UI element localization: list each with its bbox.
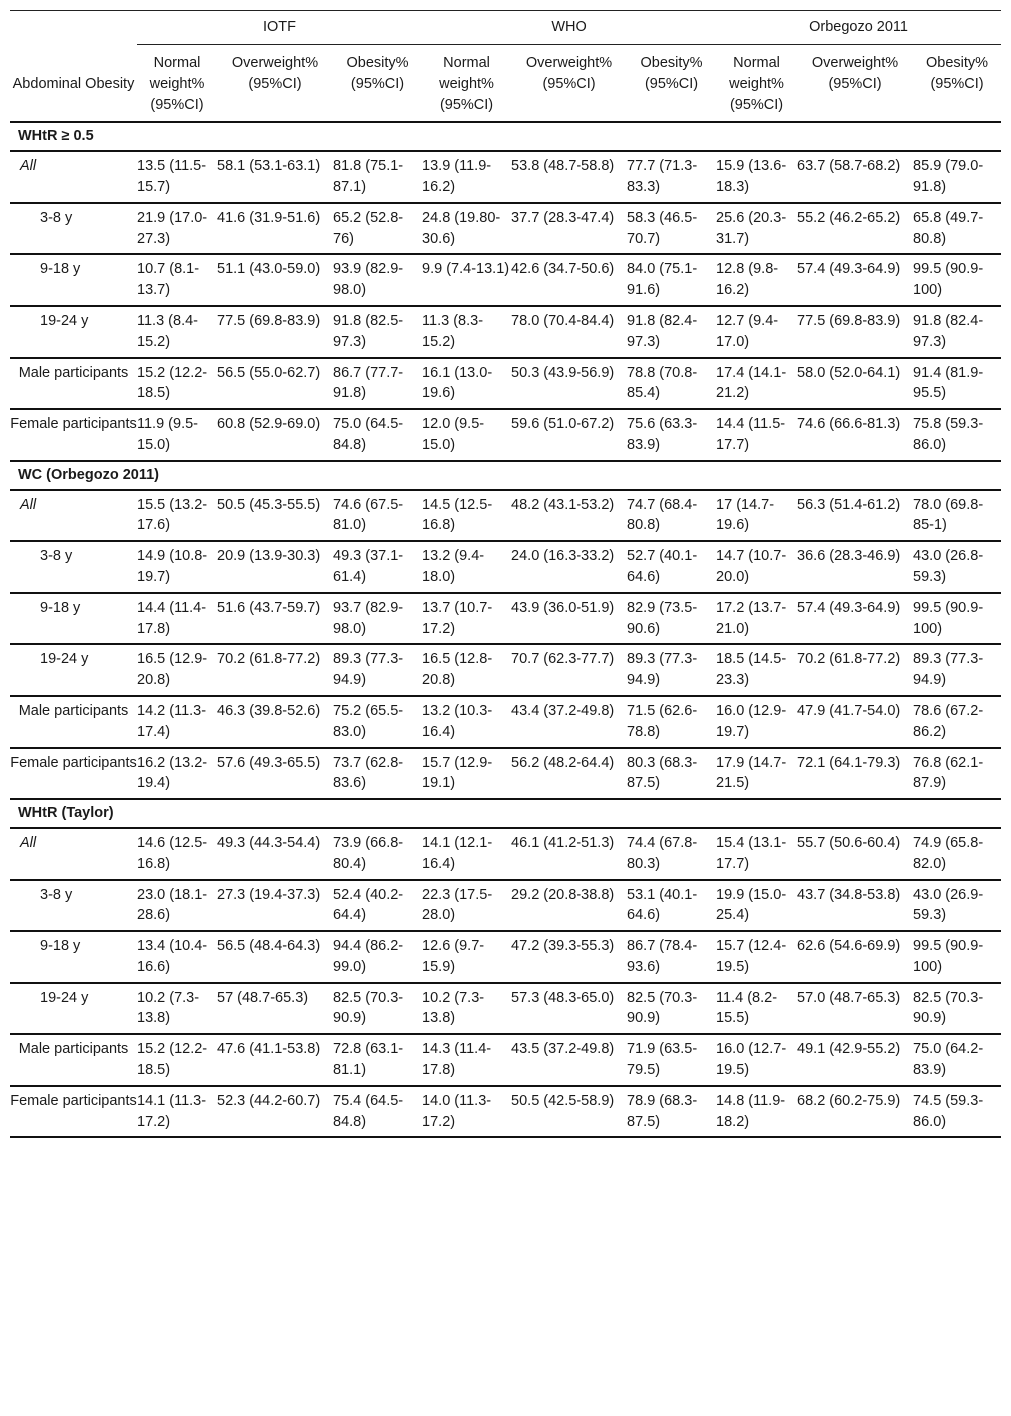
row-label: All [10, 490, 137, 542]
table-cell: 10.2 (7.3-13.8) [422, 983, 511, 1035]
table-cell: 52.4 (40.2-64.4) [333, 880, 422, 932]
table-cell: 55.7 (50.6-60.4) [797, 828, 913, 880]
table-cell: 50.5 (42.5-58.9) [511, 1086, 627, 1138]
table-cell: 15.4 (13.1-17.7) [716, 828, 797, 880]
table-cell: 23.0 (18.1-28.6) [137, 880, 217, 932]
table-cell: 99.5 (90.9-100) [913, 254, 1001, 306]
table-cell: 17.4 (14.1-21.2) [716, 358, 797, 410]
table-cell: 65.2 (52.8-76) [333, 203, 422, 255]
group-header-orbegozo: Orbegozo 2011 [716, 11, 1001, 45]
table-cell: 13.2 (9.4-18.0) [422, 541, 511, 593]
table-row [10, 409, 1001, 461]
table-cell: 89.3 (77.3-94.9) [333, 644, 422, 696]
table-row [10, 880, 1001, 932]
header-blank [10, 11, 137, 45]
table-cell: 14.0 (11.3-17.2) [422, 1086, 511, 1138]
table-cell: 14.1 (11.3-17.2) [137, 1086, 217, 1138]
table-cell: 14.3 (11.4-17.8) [422, 1034, 511, 1086]
row-label: 3-8 y [10, 541, 137, 593]
table-cell: 57.4 (49.3-64.9) [797, 593, 913, 645]
table-cell: 49.3 (44.3-54.4) [217, 828, 333, 880]
table-cell: 58.0 (52.0-64.1) [797, 358, 913, 410]
table-cell: 78.9 (68.3-87.5) [627, 1086, 716, 1138]
table-cell: 82.5 (70.3-90.9) [627, 983, 716, 1035]
row-label-header: Abdominal Obesity [10, 45, 137, 123]
table-cell: 15.7 (12.4-19.5) [716, 931, 797, 983]
table-cell: 74.5 (59.3-86.0) [913, 1086, 1001, 1138]
subcol-overweight: Overweight% (95%CI) [797, 45, 913, 123]
table-cell: 94.4 (86.2-99.0) [333, 931, 422, 983]
table-cell: 70.7 (62.3-77.7) [511, 644, 627, 696]
table-cell: 18.5 (14.5-23.3) [716, 644, 797, 696]
table-row [10, 644, 1001, 696]
table-cell: 49.3 (37.1-61.4) [333, 541, 422, 593]
table-cell: 77.5 (69.8-83.9) [797, 306, 913, 358]
table-cell: 52.3 (44.2-60.7) [217, 1086, 333, 1138]
table-cell: 76.8 (62.1-87.9) [913, 748, 1001, 800]
table-cell: 13.9 (11.9-16.2) [422, 151, 511, 203]
table-row [10, 541, 1001, 593]
table-cell: 46.3 (39.8-52.6) [217, 696, 333, 748]
table-cell: 85.9 (79.0-91.8) [913, 151, 1001, 203]
section-title: WC (Orbegozo 2011) [10, 461, 1001, 490]
table-row [10, 1034, 1001, 1086]
table-cell: 43.0 (26.8-59.3) [913, 541, 1001, 593]
table-cell: 17 (14.7-19.6) [716, 490, 797, 542]
table-cell: 57.6 (49.3-65.5) [217, 748, 333, 800]
table-row [10, 306, 1001, 358]
table-row [10, 828, 1001, 880]
table-cell: 57 (48.7-65.3) [217, 983, 333, 1035]
table-cell: 62.6 (54.6-69.9) [797, 931, 913, 983]
table-cell: 16.5 (12.8-20.8) [422, 644, 511, 696]
table-cell: 77.5 (69.8-83.9) [217, 306, 333, 358]
table-cell: 75.6 (63.3-83.9) [627, 409, 716, 461]
table-cell: 77.7 (71.3-83.3) [627, 151, 716, 203]
table-cell: 11.9 (9.5-15.0) [137, 409, 217, 461]
table-cell: 60.8 (52.9-69.0) [217, 409, 333, 461]
table-cell: 43.7 (34.8-53.8) [797, 880, 913, 932]
table-cell: 65.8 (49.7-80.8) [913, 203, 1001, 255]
table-cell: 91.8 (82.5-97.3) [333, 306, 422, 358]
table-cell: 47.6 (41.1-53.8) [217, 1034, 333, 1086]
table-cell: 14.8 (11.9-18.2) [716, 1086, 797, 1138]
table-cell: 49.1 (42.9-55.2) [797, 1034, 913, 1086]
table-cell: 75.8 (59.3-86.0) [913, 409, 1001, 461]
table-cell: 19.9 (15.0-25.4) [716, 880, 797, 932]
table-cell: 86.7 (77.7-91.8) [333, 358, 422, 410]
table-cell: 82.9 (73.5-90.6) [627, 593, 716, 645]
table-cell: 47.9 (41.7-54.0) [797, 696, 913, 748]
table-cell: 82.5 (70.3-90.9) [913, 983, 1001, 1035]
table-cell: 56.5 (55.0-62.7) [217, 358, 333, 410]
table-cell: 12.0 (9.5-15.0) [422, 409, 511, 461]
row-label: Female participants [10, 409, 137, 461]
table-cell: 74.9 (65.8-82.0) [913, 828, 1001, 880]
table-row [10, 696, 1001, 748]
table-cell: 73.7 (62.8-83.6) [333, 748, 422, 800]
row-label: 9-18 y [10, 593, 137, 645]
table-row [10, 490, 1001, 542]
table-cell: 53.8 (48.7-58.8) [511, 151, 627, 203]
table-body [10, 122, 1001, 1137]
table-cell: 89.3 (77.3-94.9) [913, 644, 1001, 696]
table-cell: 50.5 (45.3-55.5) [217, 490, 333, 542]
table-cell: 10.2 (7.3-13.8) [137, 983, 217, 1035]
table-cell: 84.0 (75.1-91.6) [627, 254, 716, 306]
table-cell: 72.8 (63.1-81.1) [333, 1034, 422, 1086]
table-cell: 86.7 (78.4-93.6) [627, 931, 716, 983]
row-label: Female participants [10, 748, 137, 800]
table-cell: 16.5 (12.9-20.8) [137, 644, 217, 696]
table-row [10, 593, 1001, 645]
table-cell: 46.1 (41.2-51.3) [511, 828, 627, 880]
table-cell: 58.1 (53.1-63.1) [217, 151, 333, 203]
table-cell: 41.6 (31.9-51.6) [217, 203, 333, 255]
table-cell: 71.5 (62.6-78.8) [627, 696, 716, 748]
table-cell: 10.7 (8.1-13.7) [137, 254, 217, 306]
table-cell: 15.2 (12.2-18.5) [137, 1034, 217, 1086]
table-cell: 55.2 (46.2-65.2) [797, 203, 913, 255]
table-row [10, 983, 1001, 1035]
table-cell: 15.7 (12.9-19.1) [422, 748, 511, 800]
table-cell: 57.4 (49.3-64.9) [797, 254, 913, 306]
table-cell: 15.5 (13.2-17.6) [137, 490, 217, 542]
table-cell: 99.5 (90.9-100) [913, 593, 1001, 645]
table-cell: 63.7 (58.7-68.2) [797, 151, 913, 203]
table-cell: 78.6 (67.2-86.2) [913, 696, 1001, 748]
table-cell: 81.8 (75.1-87.1) [333, 151, 422, 203]
table-cell: 99.5 (90.9-100) [913, 931, 1001, 983]
obesity-table [10, 10, 1001, 1138]
table-cell: 43.0 (26.9-59.3) [913, 880, 1001, 932]
table-cell: 16.2 (13.2-19.4) [137, 748, 217, 800]
table-cell: 43.4 (37.2-49.8) [511, 696, 627, 748]
row-label: Male participants [10, 1034, 137, 1086]
table-cell: 56.3 (51.4-61.2) [797, 490, 913, 542]
row-label: 3-8 y [10, 880, 137, 932]
table-cell: 43.9 (36.0-51.9) [511, 593, 627, 645]
table-cell: 51.6 (43.7-59.7) [217, 593, 333, 645]
table-cell: 14.4 (11.5-17.7) [716, 409, 797, 461]
table-cell: 75.0 (64.5-84.8) [333, 409, 422, 461]
table-cell: 17.2 (13.7-21.0) [716, 593, 797, 645]
subcol-overweight: Overweight% (95%CI) [217, 45, 333, 123]
table-cell: 50.3 (43.9-56.9) [511, 358, 627, 410]
header-group-row [10, 11, 1001, 45]
subcol-normal-weight: Normal weight% (95%CI) [716, 45, 797, 123]
row-label: 3-8 y [10, 203, 137, 255]
row-label: Male participants [10, 358, 137, 410]
row-label: All [10, 151, 137, 203]
table-cell: 13.7 (10.7-17.2) [422, 593, 511, 645]
table-row [10, 151, 1001, 203]
table-cell: 78.0 (70.4-84.4) [511, 306, 627, 358]
table-cell: 93.7 (82.9-98.0) [333, 593, 422, 645]
table-cell: 14.1 (12.1-16.4) [422, 828, 511, 880]
table-cell: 52.7 (40.1-64.6) [627, 541, 716, 593]
table-cell: 14.4 (11.4-17.8) [137, 593, 217, 645]
table-cell: 70.2 (61.8-77.2) [797, 644, 913, 696]
group-header-who: WHO [422, 11, 716, 45]
table-cell: 57.0 (48.7-65.3) [797, 983, 913, 1035]
table-cell: 11.3 (8.4-15.2) [137, 306, 217, 358]
table-cell: 13.4 (10.4-16.6) [137, 931, 217, 983]
table-cell: 91.8 (82.4-97.3) [913, 306, 1001, 358]
subcol-overweight: Overweight% (95%CI) [511, 45, 627, 123]
table-container [10, 10, 1001, 1138]
table-cell: 24.8 (19.80-30.6) [422, 203, 511, 255]
section-title: WHtR ≥ 0.5 [10, 122, 1001, 151]
table-cell: 75.2 (65.5-83.0) [333, 696, 422, 748]
table-cell: 53.1 (40.1-64.6) [627, 880, 716, 932]
subcol-obesity: Obesity% (95%CI) [333, 45, 422, 123]
row-label: 19-24 y [10, 983, 137, 1035]
section-header-row [10, 122, 1001, 151]
table-cell: 11.4 (8.2-15.5) [716, 983, 797, 1035]
table-cell: 91.8 (82.4-97.3) [627, 306, 716, 358]
table-cell: 14.7 (10.7-20.0) [716, 541, 797, 593]
table-cell: 80.3 (68.3-87.5) [627, 748, 716, 800]
table-cell: 12.6 (9.7-15.9) [422, 931, 511, 983]
table-cell: 78.8 (70.8-85.4) [627, 358, 716, 410]
table-cell: 75.4 (64.5-84.8) [333, 1086, 422, 1138]
table-cell: 56.2 (48.2-64.4) [511, 748, 627, 800]
table-cell: 21.9 (17.0-27.3) [137, 203, 217, 255]
table-cell: 15.9 (13.6-18.3) [716, 151, 797, 203]
table-cell: 13.5 (11.5-15.7) [137, 151, 217, 203]
table-cell: 43.5 (37.2-49.8) [511, 1034, 627, 1086]
table-cell: 27.3 (19.4-37.3) [217, 880, 333, 932]
table-cell: 14.5 (12.5-16.8) [422, 490, 511, 542]
table-row [10, 1086, 1001, 1138]
row-label: 19-24 y [10, 306, 137, 358]
group-header-iotf: IOTF [137, 11, 422, 45]
table-cell: 29.2 (20.8-38.8) [511, 880, 627, 932]
row-label: All [10, 828, 137, 880]
table-cell: 48.2 (43.1-53.2) [511, 490, 627, 542]
table-cell: 93.9 (82.9-98.0) [333, 254, 422, 306]
subcol-normal-weight: Normal weight% (95%CI) [422, 45, 511, 123]
table-cell: 82.5 (70.3-90.9) [333, 983, 422, 1035]
table-cell: 36.6 (28.3-46.9) [797, 541, 913, 593]
table-cell: 58.3 (46.5-70.7) [627, 203, 716, 255]
table-cell: 57.3 (48.3-65.0) [511, 983, 627, 1035]
table-cell: 74.4 (67.8-80.3) [627, 828, 716, 880]
table-cell: 13.2 (10.3-16.4) [422, 696, 511, 748]
table-cell: 15.2 (12.2-18.5) [137, 358, 217, 410]
table-cell: 24.0 (16.3-33.2) [511, 541, 627, 593]
table-cell: 75.0 (64.2-83.9) [913, 1034, 1001, 1086]
table-cell: 72.1 (64.1-79.3) [797, 748, 913, 800]
subcol-obesity: Obesity% (95%CI) [627, 45, 716, 123]
table-cell: 22.3 (17.5-28.0) [422, 880, 511, 932]
row-label: Male participants [10, 696, 137, 748]
table-cell: 51.1 (43.0-59.0) [217, 254, 333, 306]
subcol-obesity: Obesity% (95%CI) [913, 45, 1001, 123]
table-row [10, 748, 1001, 800]
section-title: WHtR (Taylor) [10, 799, 1001, 828]
row-label: 19-24 y [10, 644, 137, 696]
table-cell: 12.7 (9.4-17.0) [716, 306, 797, 358]
table-cell: 11.3 (8.3-15.2) [422, 306, 511, 358]
table-cell: 78.0 (69.8-85-1) [913, 490, 1001, 542]
table-row [10, 203, 1001, 255]
table-cell: 74.6 (67.5-81.0) [333, 490, 422, 542]
table-cell: 70.2 (61.8-77.2) [217, 644, 333, 696]
table-cell: 9.9 (7.4-13.1) [422, 254, 511, 306]
subcol-normal-weight: Normal weight% (95%CI) [137, 45, 217, 123]
row-label: 9-18 y [10, 931, 137, 983]
table-cell: 91.4 (81.9-95.5) [913, 358, 1001, 410]
table-row [10, 358, 1001, 410]
table-cell: 47.2 (39.3-55.3) [511, 931, 627, 983]
table-row [10, 931, 1001, 983]
table-cell: 74.7 (68.4-80.8) [627, 490, 716, 542]
table-cell: 16.0 (12.7-19.5) [716, 1034, 797, 1086]
table-cell: 14.6 (12.5-16.8) [137, 828, 217, 880]
table-cell: 14.2 (11.3-17.4) [137, 696, 217, 748]
table-cell: 14.9 (10.8-19.7) [137, 541, 217, 593]
table-cell: 74.6 (66.6-81.3) [797, 409, 913, 461]
table-cell: 25.6 (20.3-31.7) [716, 203, 797, 255]
table-cell: 59.6 (51.0-67.2) [511, 409, 627, 461]
section-header-row [10, 461, 1001, 490]
row-label: Female participants [10, 1086, 137, 1138]
table-cell: 42.6 (34.7-50.6) [511, 254, 627, 306]
table-cell: 20.9 (13.9-30.3) [217, 541, 333, 593]
table-cell: 89.3 (77.3-94.9) [627, 644, 716, 696]
table-cell: 16.1 (13.0-19.6) [422, 358, 511, 410]
header-sub-row [10, 45, 1001, 123]
table-cell: 17.9 (14.7-21.5) [716, 748, 797, 800]
table-cell: 71.9 (63.5-79.5) [627, 1034, 716, 1086]
row-label: 9-18 y [10, 254, 137, 306]
table-row [10, 254, 1001, 306]
table-cell: 56.5 (48.4-64.3) [217, 931, 333, 983]
table-cell: 37.7 (28.3-47.4) [511, 203, 627, 255]
section-header-row [10, 799, 1001, 828]
table-cell: 12.8 (9.8-16.2) [716, 254, 797, 306]
table-cell: 73.9 (66.8-80.4) [333, 828, 422, 880]
table-cell: 68.2 (60.2-75.9) [797, 1086, 913, 1138]
table-cell: 16.0 (12.9-19.7) [716, 696, 797, 748]
